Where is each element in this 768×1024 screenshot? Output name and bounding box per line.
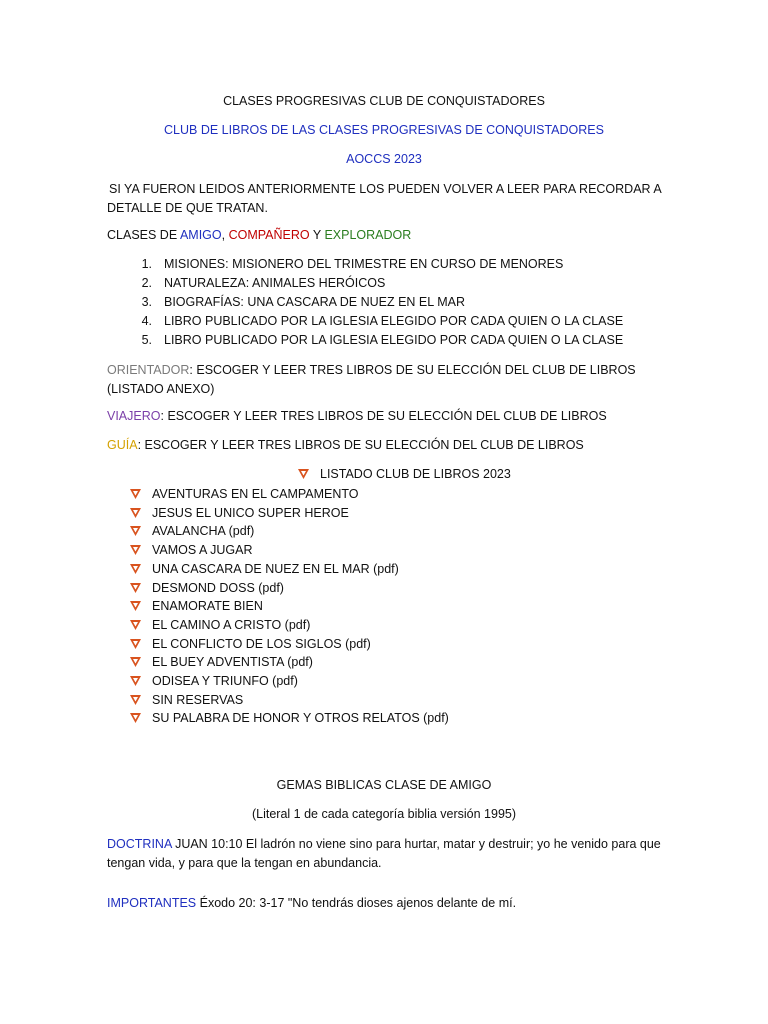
document-subtitle: CLUB DE LIBROS DE LAS CLASES PROGRESIVAS DE CONQUISTADORES — [164, 123, 604, 137]
pathfinder-triangle-icon — [130, 657, 141, 667]
book-list-item: EL CONFLICTO DE LOS SIGLOS (pdf) — [130, 637, 371, 651]
pathfinder-triangle-icon — [130, 713, 141, 723]
pathfinder-triangle-icon — [130, 564, 141, 574]
list-item: 3. BIOGRAFÍAS: UNA CASCARA DE NUEZ EN EL MAR — [141, 295, 465, 309]
clase-explorador: EXPLORADOR — [324, 228, 412, 242]
viajero-line: VIAJERO: ESCOGER Y LEER TRES LIBROS DE SU ELECCIÓN DEL CLUB DE LIBROS — [107, 409, 607, 423]
clase-companero: COMPAÑERO — [228, 228, 310, 242]
book-list-item: UNA CASCARA DE NUEZ EN EL MAR (pdf) — [130, 562, 399, 576]
gemas-title: GEMAS BIBLICAS CLASE DE AMIGO — [276, 778, 492, 792]
list-item: 2. NATURALEZA: ANIMALES HERÓICOS — [141, 276, 386, 290]
orientador-label: ORIENTADOR — [107, 363, 190, 377]
book-list-item: ENAMORATE BIEN — [130, 599, 263, 613]
book-list-item: AVALANCHA (pdf) — [130, 524, 254, 538]
clases-prefix: CLASES DE — [107, 228, 180, 242]
book-list-item: ODISEA Y TRIUNFO (pdf) — [130, 674, 298, 688]
pathfinder-triangle-icon — [130, 526, 141, 536]
list-item: 4. LIBRO PUBLICADO POR LA IGLESIA ELEGIDO POR CADA QUIEN O LA CLASE — [141, 314, 624, 328]
clase-amigo: AMIGO — [179, 228, 222, 242]
book-list-item: DESMOND DOSS (pdf) — [130, 581, 284, 595]
book-list-item: VAMOS A JUGAR — [130, 543, 253, 557]
list-item: 5. LIBRO PUBLICADO POR LA IGLESIA ELEGIDO POR CADA QUIEN O LA CLASE — [141, 333, 624, 347]
pathfinder-triangle-icon — [130, 676, 141, 686]
pathfinder-triangle-icon — [298, 469, 309, 479]
guia-line: GUÍA: ESCOGER Y LEER TRES LIBROS DE SU ELECCIÓN DEL CLUB DE LIBROS — [107, 438, 584, 452]
orientador-paragraph: ORIENTADOR: ESCOGER Y LEER TRES LIBROS DE SU ELECCIÓN DEL CLUB DE LIBROS (LISTADO ANEXO) — [107, 363, 636, 396]
list-item: 1. MISIONES: MISIONERO DEL TRIMESTRE EN CURSO DE MENORES — [141, 257, 564, 271]
intro-paragraph: SI YA FUERON LEIDOS ANTERIORMENTE LOS PUEDEN VOLVER A LEER PARA RECORDAR A DETALLE DE QUE TRATAN. — [107, 182, 662, 215]
importantes-line: IMPORTANTES Éxodo 20: 3-17 "No tendrás dioses ajenos delante de mí. — [107, 896, 517, 910]
pathfinder-triangle-icon — [130, 620, 141, 630]
clases-sep2: Y — [309, 228, 325, 242]
book-list-item: EL CAMINO A CRISTO (pdf) — [130, 618, 310, 632]
importantes-label: IMPORTANTES — [107, 896, 197, 910]
listado-title: LISTADO CLUB DE LIBROS 2023 — [298, 467, 511, 481]
doctrina-label: DOCTRINA — [107, 837, 172, 851]
gemas-note: (Literal 1 de cada categoría biblia versión 1995) — [251, 807, 517, 821]
document-year: AOCCS 2023 — [346, 152, 422, 166]
pathfinder-triangle-icon — [130, 489, 141, 499]
book-list-item: SIN RESERVAS — [130, 693, 243, 707]
pathfinder-triangle-icon — [130, 583, 141, 593]
pathfinder-triangle-icon — [130, 695, 141, 705]
clases-sep1: , — [221, 228, 229, 242]
document-title: CLASES PROGRESIVAS CLUB DE CONQUISTADORES — [223, 94, 545, 108]
book-list-item: AVENTURAS EN EL CAMPAMENTO — [130, 487, 359, 501]
book-list-item: JESUS EL UNICO SUPER HEROE — [130, 506, 349, 520]
clases-line — [107, 228, 411, 242]
book-list-item: EL BUEY ADVENTISTA (pdf) — [130, 655, 313, 669]
pathfinder-triangle-icon — [130, 639, 141, 649]
pathfinder-triangle-icon — [130, 508, 141, 518]
pathfinder-triangle-icon — [130, 545, 141, 555]
book-list-item: SU PALABRA DE HONOR Y OTROS RELATOS (pdf) — [130, 711, 449, 725]
guia-label: GUÍA — [107, 438, 138, 452]
viajero-label: VIAJERO — [107, 409, 161, 423]
doctrina-paragraph: DOCTRINA JUAN 10:10 El ladrón no viene sino para hurtar, matar y destruir; yo he venido para que tengan vida, y para que la tengan en abundancia. — [107, 837, 661, 870]
pathfinder-triangle-icon — [130, 601, 141, 611]
